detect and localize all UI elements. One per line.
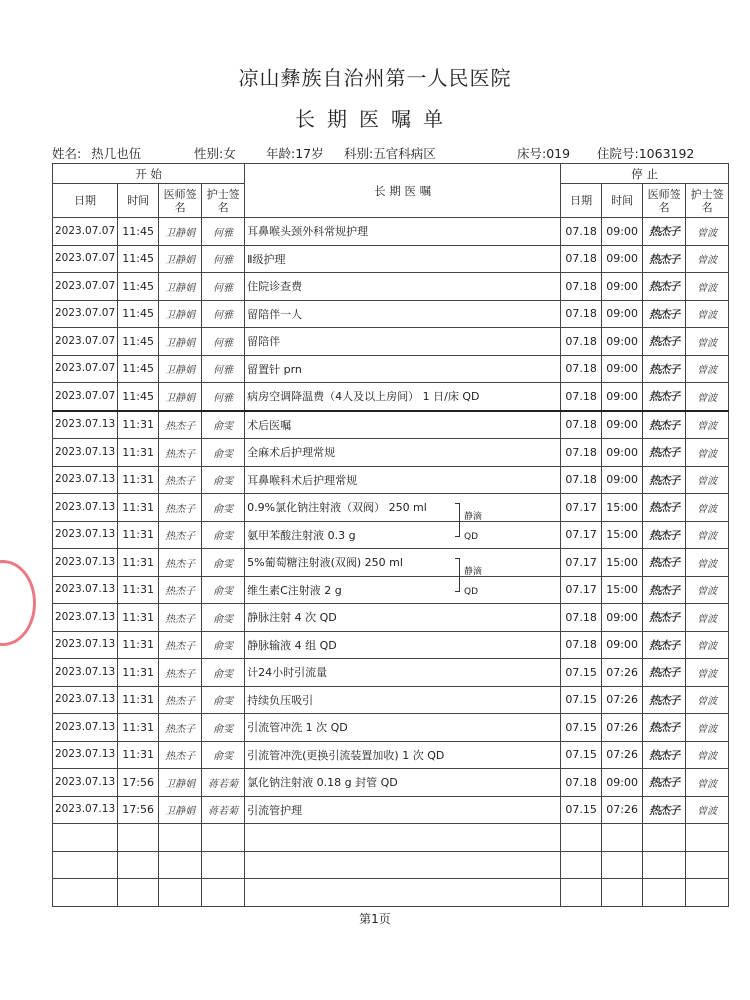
stop-date: 07.18 — [561, 631, 602, 659]
group-bracket-2 — [455, 558, 460, 592]
table-row — [53, 494, 729, 522]
stop-doctor-sig: 热杰子 — [643, 521, 686, 549]
stop-nurse-sig: 曾波 — [686, 659, 729, 687]
start-doctor-sig: 热杰子 — [159, 521, 202, 549]
start-date: 2023.07.07 — [53, 383, 118, 411]
stop-date: 07.18 — [561, 273, 602, 301]
orders-table — [52, 163, 729, 907]
start-nurse-sig: 蒋若菊 — [202, 769, 245, 797]
table-row — [53, 273, 729, 301]
stop-time: 15:00 — [602, 549, 643, 577]
stop-doctor-sig: 热杰子 — [643, 245, 686, 273]
page-number: 第1页 — [359, 912, 391, 926]
start-date-header: 日期 — [53, 184, 118, 218]
stop-date: 07.18 — [561, 466, 602, 494]
start-date: 2023.07.07 — [53, 300, 118, 328]
stop-time: 09:00 — [602, 273, 643, 301]
start-nurse-sig: 俞雯 — [202, 631, 245, 659]
patient-sex: 女 — [223, 146, 236, 161]
stop-nurse-sig: 曾波 — [686, 521, 729, 549]
stop-time: 07:26 — [602, 659, 643, 687]
order-text: 0.9%氯化钠注射液（双阀） 250 ml — [245, 494, 561, 522]
order-text: 5%葡萄糖注射液(双阀) 250 ml — [245, 549, 561, 577]
group-bracket-1 — [455, 503, 460, 537]
table-row — [53, 631, 729, 659]
table-row — [53, 245, 729, 273]
start-doctor-sig: 热杰子 — [159, 659, 202, 687]
patient-age: 17岁 — [295, 146, 324, 161]
stop-date: 07.17 — [561, 576, 602, 604]
order-text: 持续负压吸引 — [245, 686, 561, 714]
stop-time: 09:00 — [602, 300, 643, 328]
start-doctor-sig: 热杰子 — [159, 549, 202, 577]
start-doctor-sig: 卫静娟 — [159, 273, 202, 301]
order-text: 留陪伴一人 — [245, 300, 561, 328]
start-doctor-sig: 热杰子 — [159, 741, 202, 769]
start-nurse-sig: 俞雯 — [202, 494, 245, 522]
start-time: 11:45 — [118, 328, 159, 356]
start-time: 11:31 — [118, 549, 159, 577]
order-text: 引流管冲洗(更换引流装置加收) 1 次 QD — [245, 741, 561, 769]
start-nurse-sig: 俞雯 — [202, 521, 245, 549]
stop-date: 07.18 — [561, 355, 602, 383]
empty-cell — [159, 851, 202, 879]
empty-cell — [686, 851, 729, 879]
start-time: 11:31 — [118, 576, 159, 604]
stop-doctor-header: 医师签名 — [643, 184, 686, 218]
start-date: 2023.07.13 — [53, 549, 118, 577]
start-header: 开 始 — [53, 164, 245, 184]
start-doctor-sig: 卫静娟 — [159, 383, 202, 411]
stop-doctor-sig: 热杰子 — [643, 741, 686, 769]
stop-date: 07.18 — [561, 218, 602, 246]
start-nurse-sig: 俞雯 — [202, 659, 245, 687]
empty-cell — [118, 824, 159, 852]
start-nurse-sig: 何雅 — [202, 218, 245, 246]
start-time: 17:56 — [118, 796, 159, 824]
stop-time: 09:00 — [602, 769, 643, 797]
start-nurse-sig: 俞雯 — [202, 576, 245, 604]
order-text: Ⅱ级护理 — [245, 245, 561, 273]
start-nurse-sig: 何雅 — [202, 383, 245, 411]
empty-cell — [686, 824, 729, 852]
stop-time: 09:00 — [602, 604, 643, 632]
stop-time: 15:00 — [602, 576, 643, 604]
table-row — [53, 576, 729, 604]
stop-doctor-sig: 热杰子 — [643, 383, 686, 411]
stop-doctor-sig: 热杰子 — [643, 549, 686, 577]
doc-title: 长期医嘱单 — [295, 107, 455, 131]
table-row — [53, 383, 729, 411]
start-doctor-sig: 卫静娟 — [159, 245, 202, 273]
stop-time: 09:00 — [602, 218, 643, 246]
table-row — [53, 686, 729, 714]
stop-doctor-sig: 热杰子 — [643, 328, 686, 356]
stop-time: 09:00 — [602, 383, 643, 411]
start-date: 2023.07.13 — [53, 796, 118, 824]
stop-time: 09:00 — [602, 466, 643, 494]
table-row — [53, 328, 729, 356]
stop-time: 07:26 — [602, 741, 643, 769]
start-doctor-sig: 卫静娟 — [159, 218, 202, 246]
stop-nurse-sig: 曾波 — [686, 549, 729, 577]
stop-time: 07:26 — [602, 796, 643, 824]
table-row — [53, 218, 729, 246]
table-row — [53, 741, 729, 769]
order-header: 长 期 医 嘱 — [245, 164, 561, 218]
start-date: 2023.07.13 — [53, 714, 118, 742]
start-doctor-sig: 热杰子 — [159, 411, 202, 439]
hospital-stamp — [0, 560, 36, 646]
start-doctor-sig: 热杰子 — [159, 686, 202, 714]
admission-label: 住院号: — [597, 146, 639, 161]
order-text: 氨甲苯酸注射液 0.3 g — [245, 521, 561, 549]
start-nurse-sig: 何雅 — [202, 328, 245, 356]
stop-nurse-sig: 曾波 — [686, 741, 729, 769]
start-time: 17:56 — [118, 769, 159, 797]
stop-nurse-sig: 曾波 — [686, 355, 729, 383]
start-date: 2023.07.07 — [53, 273, 118, 301]
start-nurse-sig: 俞雯 — [202, 439, 245, 467]
start-time: 11:31 — [118, 741, 159, 769]
start-time: 11:31 — [118, 494, 159, 522]
stop-date: 07.17 — [561, 521, 602, 549]
order-text: 引流管护理 — [245, 796, 561, 824]
stop-nurse-sig: 曾波 — [686, 494, 729, 522]
start-doctor-sig: 热杰子 — [159, 494, 202, 522]
stop-doctor-sig: 热杰子 — [643, 273, 686, 301]
stop-doctor-sig: 热杰子 — [643, 714, 686, 742]
table-row — [53, 521, 729, 549]
order-text: 术后医嘱 — [245, 411, 561, 439]
empty-cell — [159, 879, 202, 907]
group-route-1: 静滴 — [464, 512, 483, 522]
table-row — [53, 300, 729, 328]
start-date: 2023.07.13 — [53, 439, 118, 467]
order-text: 病房空调降温费（4人及以上房间） 1 日/床 QD — [245, 383, 561, 411]
stop-date: 07.18 — [561, 411, 602, 439]
dept-label: 科别: — [344, 146, 374, 161]
stop-date: 07.15 — [561, 659, 602, 687]
order-text: 耳鼻喉头颈外科常规护理 — [245, 218, 561, 246]
start-nurse-sig: 俞雯 — [202, 411, 245, 439]
patient-name: 热几也伍 — [91, 146, 142, 161]
stop-nurse-sig: 曾波 — [686, 769, 729, 797]
empty-cell — [245, 851, 561, 879]
stop-doctor-sig: 热杰子 — [643, 686, 686, 714]
start-time: 11:31 — [118, 714, 159, 742]
start-date: 2023.07.13 — [53, 521, 118, 549]
stop-nurse-sig: 曾波 — [686, 631, 729, 659]
start-time: 11:31 — [118, 659, 159, 687]
start-time: 11:31 — [118, 466, 159, 494]
start-time: 11:45 — [118, 355, 159, 383]
empty-cell — [602, 879, 643, 907]
stop-nurse-sig: 曾波 — [686, 383, 729, 411]
empty-cell — [53, 879, 118, 907]
patient-admission: 1063192 — [638, 146, 695, 161]
stop-nurse-sig: 曾波 — [686, 714, 729, 742]
patient-dept: 五官科病区 — [373, 146, 436, 161]
start-nurse-sig: 何雅 — [202, 300, 245, 328]
stop-date: 07.18 — [561, 604, 602, 632]
stop-date: 07.15 — [561, 796, 602, 824]
start-time: 11:31 — [118, 686, 159, 714]
stop-date: 07.17 — [561, 549, 602, 577]
stop-nurse-sig: 曾波 — [686, 245, 729, 273]
orders-body — [53, 218, 729, 907]
start-time: 11:31 — [118, 439, 159, 467]
empty-cell — [561, 851, 602, 879]
empty-cell — [202, 824, 245, 852]
stop-nurse-header: 护士签名 — [686, 184, 729, 218]
table-row — [53, 796, 729, 824]
order-text: 引流管冲洗 1 次 QD — [245, 714, 561, 742]
stop-nurse-sig: 曾波 — [686, 411, 729, 439]
empty-cell — [561, 824, 602, 852]
start-time: 11:31 — [118, 411, 159, 439]
stop-doctor-sig: 热杰子 — [643, 439, 686, 467]
start-doctor-sig: 热杰子 — [159, 604, 202, 632]
start-date: 2023.07.13 — [53, 769, 118, 797]
start-nurse-header: 护士签名 — [202, 184, 245, 218]
stop-time: 09:00 — [602, 245, 643, 273]
start-date: 2023.07.13 — [53, 411, 118, 439]
empty-cell — [245, 824, 561, 852]
stop-nurse-sig: 曾波 — [686, 273, 729, 301]
stop-nurse-sig: 曾波 — [686, 576, 729, 604]
empty-cell — [602, 824, 643, 852]
start-doctor-sig: 卫静娟 — [159, 328, 202, 356]
stop-time: 09:00 — [602, 328, 643, 356]
start-date: 2023.07.13 — [53, 631, 118, 659]
stop-time: 07:26 — [602, 714, 643, 742]
stop-time: 15:00 — [602, 521, 643, 549]
start-date: 2023.07.07 — [53, 218, 118, 246]
empty-cell — [202, 879, 245, 907]
stop-doctor-sig: 热杰子 — [643, 218, 686, 246]
stop-date: 07.18 — [561, 245, 602, 273]
start-nurse-sig: 俞雯 — [202, 686, 245, 714]
stop-time: 09:00 — [602, 631, 643, 659]
stop-date: 07.18 — [561, 439, 602, 467]
start-time: 11:45 — [118, 383, 159, 411]
empty-cell — [561, 879, 602, 907]
order-text: 住院诊查费 — [245, 273, 561, 301]
start-nurse-sig: 何雅 — [202, 273, 245, 301]
table-row — [53, 549, 729, 577]
start-time: 11:45 — [118, 273, 159, 301]
start-date: 2023.07.13 — [53, 604, 118, 632]
stop-doctor-sig: 热杰子 — [643, 576, 686, 604]
empty-cell — [53, 851, 118, 879]
order-text: 留置针 prn — [245, 355, 561, 383]
start-date: 2023.07.13 — [53, 494, 118, 522]
stop-doctor-sig: 热杰子 — [643, 411, 686, 439]
table-row — [53, 714, 729, 742]
stop-nurse-sig: 曾波 — [686, 604, 729, 632]
group-route-2: 静滴 — [464, 567, 483, 577]
stop-time: 07:26 — [602, 686, 643, 714]
stop-nurse-sig: 曾波 — [686, 439, 729, 467]
stop-doctor-sig: 热杰子 — [643, 796, 686, 824]
order-text: 全麻术后护理常规 — [245, 439, 561, 467]
stop-date: 07.15 — [561, 741, 602, 769]
start-doctor-sig: 热杰子 — [159, 466, 202, 494]
start-date: 2023.07.07 — [53, 245, 118, 273]
start-doctor-sig: 卫静娟 — [159, 796, 202, 824]
start-date: 2023.07.13 — [53, 576, 118, 604]
stop-date-header: 日期 — [561, 184, 602, 218]
stop-date: 07.15 — [561, 686, 602, 714]
table-row — [53, 769, 729, 797]
start-date: 2023.07.13 — [53, 686, 118, 714]
table-row — [53, 355, 729, 383]
stop-date: 07.18 — [561, 383, 602, 411]
empty-cell — [118, 851, 159, 879]
stop-nurse-sig: 曾波 — [686, 466, 729, 494]
start-nurse-sig: 俞雯 — [202, 466, 245, 494]
order-text: 氯化钠注射液 0.18 g 封管 QD — [245, 769, 561, 797]
stop-date: 07.18 — [561, 328, 602, 356]
start-doctor-header: 医师签名 — [159, 184, 202, 218]
empty-cell — [53, 824, 118, 852]
start-doctor-sig: 卫静娟 — [159, 300, 202, 328]
group-freq-2: QD — [464, 587, 479, 597]
order-text: 维生素C注射液 2 g — [245, 576, 561, 604]
stop-doctor-sig: 热杰子 — [643, 466, 686, 494]
stop-nurse-sig: 曾波 — [686, 218, 729, 246]
stop-doctor-sig: 热杰子 — [643, 769, 686, 797]
empty-cell — [602, 851, 643, 879]
start-date: 2023.07.07 — [53, 328, 118, 356]
start-doctor-sig: 热杰子 — [159, 576, 202, 604]
stop-nurse-sig: 曾波 — [686, 686, 729, 714]
table-row — [53, 411, 729, 439]
start-nurse-sig: 蒋若菊 — [202, 796, 245, 824]
order-text: 静脉注射 4 次 QD — [245, 604, 561, 632]
start-date: 2023.07.13 — [53, 741, 118, 769]
start-nurse-sig: 俞雯 — [202, 604, 245, 632]
start-doctor-sig: 热杰子 — [159, 439, 202, 467]
empty-cell — [643, 824, 686, 852]
sex-label: 性别: — [194, 146, 224, 161]
name-label: 姓名: — [52, 146, 82, 161]
start-date: 2023.07.13 — [53, 659, 118, 687]
stop-date: 07.18 — [561, 769, 602, 797]
stop-time: 09:00 — [602, 355, 643, 383]
start-doctor-sig: 热杰子 — [159, 631, 202, 659]
stop-doctor-sig: 热杰子 — [643, 659, 686, 687]
order-text: 计24小时引流量 — [245, 659, 561, 687]
empty-cell — [159, 824, 202, 852]
empty-cell — [686, 879, 729, 907]
stop-time: 09:00 — [602, 411, 643, 439]
stop-header: 停 止 — [561, 164, 729, 184]
stop-doctor-sig: 热杰子 — [643, 604, 686, 632]
stop-nurse-sig: 曾波 — [686, 328, 729, 356]
group-freq-1: QD — [464, 532, 479, 542]
table-row — [53, 439, 729, 467]
start-date: 2023.07.13 — [53, 466, 118, 494]
start-doctor-sig: 热杰子 — [159, 714, 202, 742]
stop-time: 09:00 — [602, 439, 643, 467]
hospital-name: 凉山彝族自治州第一人民医院 — [238, 66, 512, 90]
stop-date: 07.17 — [561, 494, 602, 522]
table-row — [53, 466, 729, 494]
empty-cell — [643, 851, 686, 879]
start-time: 11:31 — [118, 604, 159, 632]
empty-row — [53, 851, 729, 879]
stop-doctor-sig: 热杰子 — [643, 631, 686, 659]
start-time: 11:45 — [118, 245, 159, 273]
start-doctor-sig: 卫静娟 — [159, 355, 202, 383]
empty-row — [53, 824, 729, 852]
start-nurse-sig: 俞雯 — [202, 714, 245, 742]
order-text: 留陪伴 — [245, 328, 561, 356]
start-date: 2023.07.07 — [53, 355, 118, 383]
stop-doctor-sig: 热杰子 — [643, 355, 686, 383]
empty-cell — [245, 879, 561, 907]
order-text: 静脉输液 4 组 QD — [245, 631, 561, 659]
stop-date: 07.15 — [561, 714, 602, 742]
start-time: 11:45 — [118, 218, 159, 246]
stop-time: 15:00 — [602, 494, 643, 522]
start-nurse-sig: 俞雯 — [202, 741, 245, 769]
stop-doctor-sig: 热杰子 — [643, 494, 686, 522]
stop-date: 07.18 — [561, 300, 602, 328]
bed-label: 床号: — [517, 146, 547, 161]
empty-cell — [118, 879, 159, 907]
start-doctor-sig: 卫静娟 — [159, 769, 202, 797]
patient-bed: 019 — [546, 146, 571, 161]
table-row — [53, 659, 729, 687]
order-text: 耳鼻喉科术后护理常规 — [245, 466, 561, 494]
stop-time-header: 时间 — [602, 184, 643, 218]
empty-row — [53, 879, 729, 907]
stop-doctor-sig: 热杰子 — [643, 300, 686, 328]
start-time: 11:31 — [118, 631, 159, 659]
age-label: 年龄: — [266, 146, 296, 161]
empty-cell — [643, 879, 686, 907]
stop-nurse-sig: 曾波 — [686, 796, 729, 824]
empty-cell — [202, 851, 245, 879]
start-nurse-sig: 何雅 — [202, 355, 245, 383]
start-nurse-sig: 俞雯 — [202, 549, 245, 577]
start-time: 11:31 — [118, 521, 159, 549]
start-time-header: 时间 — [118, 184, 159, 218]
patient-info — [52, 144, 704, 162]
start-time: 11:45 — [118, 300, 159, 328]
table-row — [53, 604, 729, 632]
start-nurse-sig: 何雅 — [202, 245, 245, 273]
stop-nurse-sig: 曾波 — [686, 300, 729, 328]
